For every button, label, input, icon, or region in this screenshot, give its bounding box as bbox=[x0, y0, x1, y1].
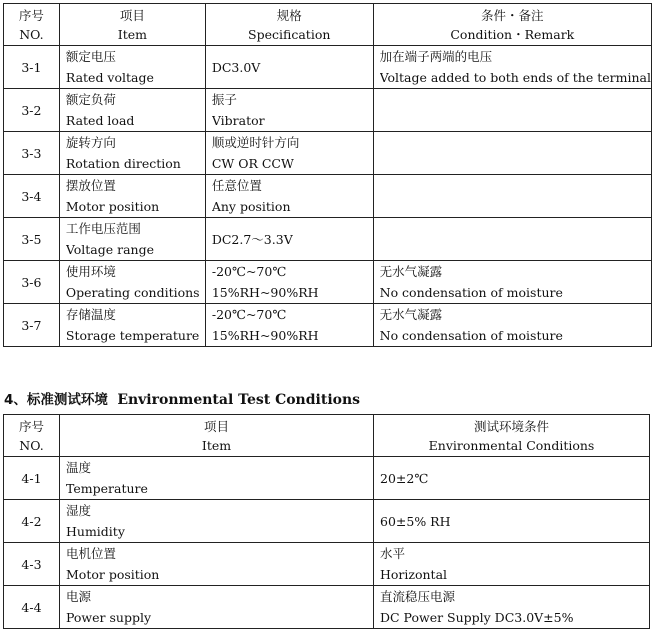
table-row bbox=[4, 586, 650, 629]
row-item bbox=[60, 457, 374, 500]
spec-en: CW OR CCW bbox=[211, 156, 294, 171]
row-no: 4-2 bbox=[4, 500, 60, 543]
spec-cn: 任意位置 bbox=[211, 178, 262, 193]
row-item bbox=[59, 46, 205, 89]
item-en: Storage temperature bbox=[65, 328, 200, 343]
row-item bbox=[59, 175, 205, 218]
item-cn: 湿度 bbox=[66, 503, 92, 518]
env-table-header bbox=[4, 415, 650, 457]
env-test-table bbox=[3, 414, 650, 629]
header-item-en: Item bbox=[117, 26, 147, 42]
row-remark bbox=[373, 132, 651, 175]
remark-en: No condensation of moisture bbox=[379, 328, 563, 343]
spec-table-header bbox=[4, 4, 652, 46]
row-conditions bbox=[374, 543, 650, 586]
conditions-cn: 直流稳压电源 bbox=[380, 589, 456, 604]
spec-en: DC2.7～3.3V bbox=[211, 231, 293, 247]
section-title bbox=[4, 388, 360, 408]
row-no: 3-1 bbox=[4, 46, 60, 89]
row-remark bbox=[373, 175, 651, 218]
item-en: Rated load bbox=[65, 113, 135, 128]
remark-en: Voltage added to both ends of the terminal bbox=[379, 70, 651, 85]
header-item bbox=[59, 4, 205, 46]
row-spec bbox=[205, 304, 373, 347]
item-cn: 温度 bbox=[66, 460, 92, 475]
item-cn: 存储温度 bbox=[65, 307, 116, 322]
row-no: 3-3 bbox=[4, 132, 60, 175]
conditions-en: 20±2℃ bbox=[380, 470, 429, 486]
spec-cn: -20℃~70℃ bbox=[211, 307, 287, 322]
conditions-en: DC Power Supply DC3.0V±5% bbox=[380, 610, 574, 625]
row-spec bbox=[205, 218, 373, 261]
conditions-cn: 水平 bbox=[380, 546, 406, 561]
header-spec-cn: 规格 bbox=[276, 7, 302, 23]
header-condition-cn: 条件・备注 bbox=[481, 7, 544, 23]
header-conditions-en: Environmental Conditions bbox=[428, 437, 595, 453]
row-spec bbox=[205, 175, 373, 218]
row-no: 3-7 bbox=[4, 304, 60, 347]
spec-en: DC3.0V bbox=[211, 59, 261, 75]
item-en: Motor position bbox=[66, 567, 160, 582]
row-remark bbox=[373, 218, 651, 261]
item-cn: 额定电压 bbox=[65, 49, 116, 64]
spec-cn: 振子 bbox=[211, 92, 237, 107]
table-row bbox=[4, 304, 652, 347]
header-no-cn: 序号 bbox=[18, 418, 44, 434]
row-no: 4-1 bbox=[4, 457, 60, 500]
row-spec bbox=[205, 46, 373, 89]
table-row bbox=[4, 46, 652, 89]
table-row bbox=[4, 218, 652, 261]
header-no bbox=[4, 4, 60, 46]
row-item bbox=[60, 500, 374, 543]
remark-en: No condensation of moisture bbox=[379, 285, 563, 300]
row-no: 4-3 bbox=[4, 543, 60, 586]
item-cn: 旋转方向 bbox=[65, 135, 116, 150]
header-condition-en: Condition・Remark bbox=[450, 26, 575, 42]
header-spec-en: Specification bbox=[248, 26, 331, 42]
table-row bbox=[4, 175, 652, 218]
table-row bbox=[4, 457, 650, 500]
header-conditions bbox=[374, 415, 650, 457]
row-conditions bbox=[374, 457, 650, 500]
header-item bbox=[60, 415, 374, 457]
conditions-en: Horizontal bbox=[380, 567, 448, 582]
row-no: 4-4 bbox=[4, 586, 60, 629]
item-en: Operating conditions bbox=[65, 285, 200, 300]
item-cn: 使用环境 bbox=[65, 264, 116, 279]
item-en: Power supply bbox=[66, 610, 152, 625]
row-no: 3-6 bbox=[4, 261, 60, 304]
header-item-cn: 项目 bbox=[203, 418, 229, 434]
item-en: Motor position bbox=[65, 199, 160, 214]
row-item bbox=[59, 132, 205, 175]
row-conditions bbox=[374, 586, 650, 629]
row-item bbox=[59, 218, 205, 261]
row-no: 3-2 bbox=[4, 89, 60, 132]
item-cn: 工作电压范围 bbox=[65, 221, 141, 236]
table-row bbox=[4, 543, 650, 586]
header-item-cn: 项目 bbox=[119, 7, 145, 23]
item-en: Voltage range bbox=[65, 242, 155, 257]
header-condition bbox=[373, 4, 651, 46]
remark-cn: 无水气凝露 bbox=[379, 307, 443, 322]
spec-en: Vibrator bbox=[211, 113, 265, 128]
item-en: Temperature bbox=[66, 481, 148, 496]
spec-cn: -20℃~70℃ bbox=[211, 264, 287, 279]
header-no-en: NO. bbox=[19, 437, 44, 453]
spec-cn: 顺或逆时针方向 bbox=[211, 135, 300, 150]
header-no-en: NO. bbox=[19, 26, 44, 42]
item-en: Rated voltage bbox=[65, 70, 154, 85]
row-remark bbox=[373, 46, 651, 89]
table-row bbox=[4, 261, 652, 304]
row-item bbox=[59, 89, 205, 132]
remark-cn: 无水气凝露 bbox=[379, 264, 443, 279]
header-spec bbox=[205, 4, 373, 46]
row-item bbox=[59, 304, 205, 347]
section-title-en: Environmental Test Conditions bbox=[117, 392, 361, 408]
spec-en: 15%RH~90%RH bbox=[211, 328, 319, 343]
item-cn: 电机位置 bbox=[66, 546, 117, 561]
row-remark bbox=[373, 261, 651, 304]
row-no: 3-4 bbox=[4, 175, 60, 218]
remark-cn: 加在端子两端的电压 bbox=[379, 49, 493, 64]
row-no: 3-5 bbox=[4, 218, 60, 261]
row-item bbox=[60, 586, 374, 629]
conditions-en: 60±5% RH bbox=[380, 513, 451, 529]
row-spec bbox=[205, 132, 373, 175]
row-spec bbox=[205, 89, 373, 132]
spec-en: 15%RH~90%RH bbox=[211, 285, 319, 300]
item-en: Humidity bbox=[66, 524, 125, 539]
table-row bbox=[4, 500, 650, 543]
section-title-cn: 4、标准测试环境 bbox=[4, 392, 108, 408]
row-remark bbox=[373, 304, 651, 347]
header-no bbox=[4, 415, 60, 457]
header-conditions-cn: 测试环境条件 bbox=[473, 418, 549, 434]
table-row bbox=[4, 132, 652, 175]
row-remark bbox=[373, 89, 651, 132]
item-cn: 摆放位置 bbox=[65, 178, 116, 193]
row-item bbox=[59, 261, 205, 304]
item-cn: 额定负荷 bbox=[65, 92, 116, 107]
item-cn: 电源 bbox=[66, 589, 92, 604]
header-no-cn: 序号 bbox=[18, 7, 44, 23]
row-spec bbox=[205, 261, 373, 304]
spec-table bbox=[3, 3, 652, 347]
row-conditions bbox=[374, 500, 650, 543]
table-row bbox=[4, 89, 652, 132]
header-item-en: Item bbox=[201, 437, 232, 453]
item-en: Rotation direction bbox=[65, 156, 181, 171]
row-item bbox=[60, 543, 374, 586]
spec-en: Any position bbox=[211, 199, 291, 214]
